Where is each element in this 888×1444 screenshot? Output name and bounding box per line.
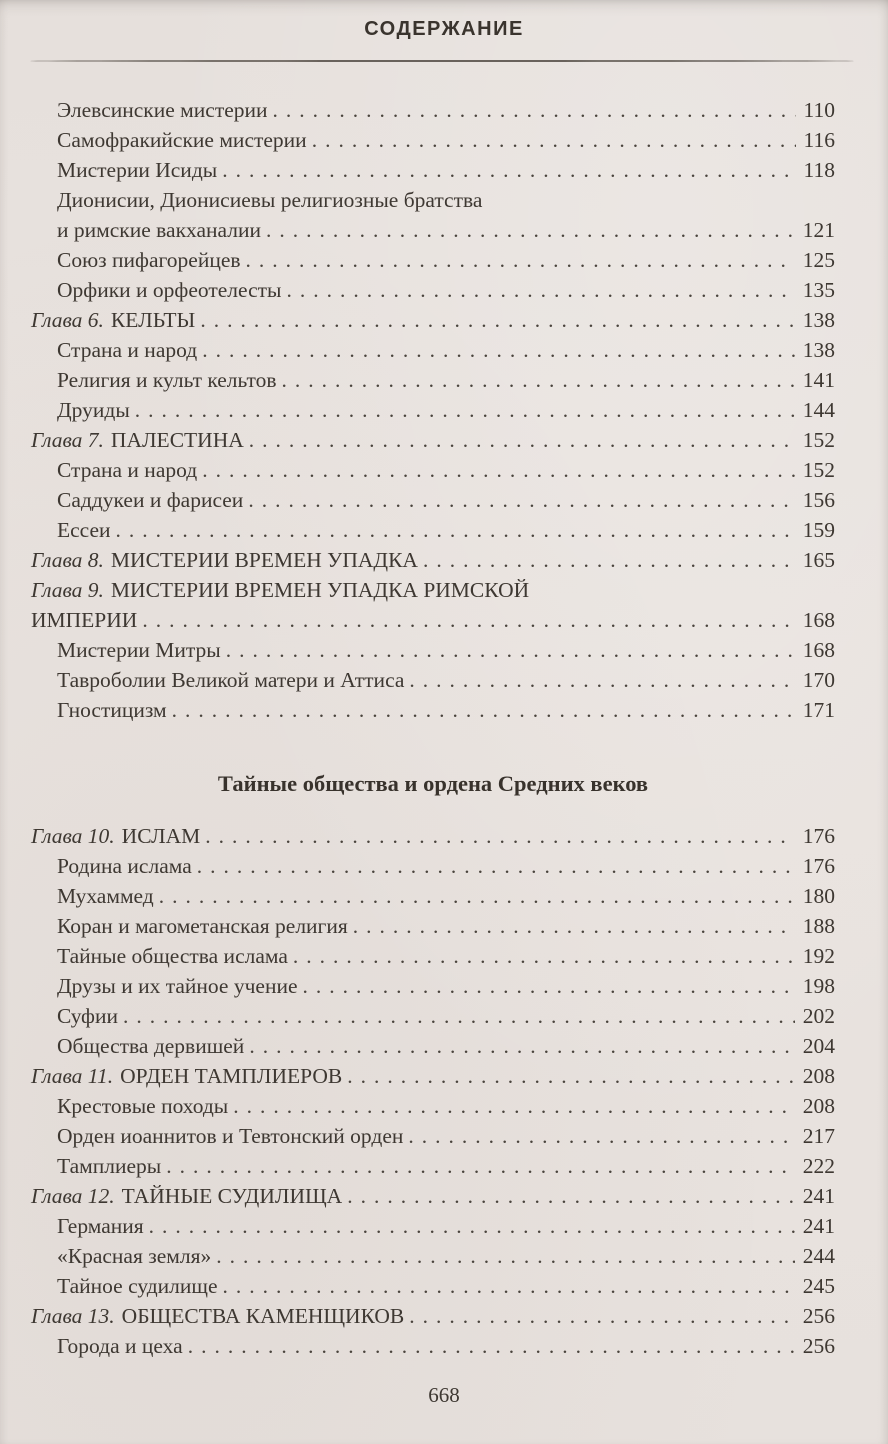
- entry-title: Страна и народ: [57, 458, 198, 482]
- chapter-label: Глава 11.: [31, 1064, 114, 1088]
- dot-leader: [226, 635, 795, 665]
- entry-page-number: 159: [802, 518, 835, 542]
- entry-page-number: 141: [802, 368, 835, 392]
- chapter-title-continued: ИМПЕРИИ: [31, 608, 138, 632]
- entry-title: Тавроболии Великой матери и Аттиса: [57, 668, 405, 692]
- entry-page-number: 241: [802, 1214, 835, 1238]
- entry-page-number: 171: [802, 698, 835, 722]
- chapter-label: Глава 10.: [31, 824, 115, 848]
- toc-entry-sub: [31, 1211, 835, 1241]
- dot-leader: [188, 1331, 795, 1361]
- entry-page-number: 138: [802, 338, 835, 362]
- toc-entry-sub: [31, 185, 835, 215]
- chapter-label: Глава 7.: [31, 428, 104, 452]
- dot-leader: [248, 485, 794, 515]
- dot-leader: [249, 1031, 794, 1061]
- dot-leader: [197, 851, 795, 881]
- toc-entry-chapter: [31, 821, 835, 851]
- dot-leader: [303, 971, 795, 1001]
- chapter-label: Глава 8.: [31, 548, 104, 572]
- toc-entry-sub: [31, 365, 835, 395]
- entry-page-number: 198: [802, 974, 835, 998]
- entry-title: Саддукеи и фарисеи: [57, 488, 244, 512]
- toc-entry-sub: [31, 635, 835, 665]
- toc-entry-sub: [31, 125, 835, 155]
- dot-leader: [149, 1211, 795, 1241]
- entry-title: Орфики и орфеотелесты: [57, 278, 282, 302]
- entry-title: Тайные общества ислама: [57, 944, 288, 968]
- entry-page-number: 241: [802, 1184, 835, 1208]
- entry-page-number: 244: [802, 1244, 835, 1268]
- entry-page-number: 204: [802, 1034, 835, 1058]
- entry-title: Коран и магометанская религия: [57, 914, 348, 938]
- toc-entry-chapter: [31, 425, 835, 455]
- entry-page-number: 110: [803, 98, 835, 122]
- toc-entry-chapter-continuation: [31, 605, 835, 635]
- entry-title: Мистерии Митры: [57, 638, 221, 662]
- entry-page-number: 121: [802, 218, 835, 242]
- dot-leader: [202, 335, 795, 365]
- entry-title: Гностицизм: [57, 698, 167, 722]
- entry-title: Общества дервишей: [57, 1034, 245, 1058]
- header-rule: [30, 60, 854, 62]
- dot-leader: [409, 1301, 794, 1331]
- entry-page-number: 138: [802, 308, 835, 332]
- toc-entry-sub: [31, 245, 835, 275]
- dot-leader: [409, 665, 794, 695]
- dot-leader: [312, 125, 796, 155]
- entry-title: Дионисии, Дионисиевы религиозные братства: [57, 188, 483, 212]
- entry-page-number: 176: [802, 824, 835, 848]
- toc-entry-sub: [31, 275, 835, 305]
- toc-entry-sub-continuation: [31, 215, 835, 245]
- entry-page-number: 135: [802, 278, 835, 302]
- entry-title: Друиды: [57, 398, 130, 422]
- dot-leader: [282, 365, 795, 395]
- dot-leader: [142, 605, 794, 635]
- toc-entry-sub: [31, 395, 835, 425]
- chapter-title: МИСТЕРИИ ВРЕМЕН УПАДКА: [110, 548, 418, 572]
- entry-page-number: 208: [802, 1094, 835, 1118]
- page-header-title: СОДЕРЖАНИЕ: [364, 18, 524, 40]
- entry-title-continued: и римские вакханалии: [57, 218, 261, 242]
- dot-leader: [423, 545, 795, 575]
- entry-page-number: 170: [802, 668, 835, 692]
- dot-leader: [408, 1121, 794, 1151]
- chapter-title: ТАЙНЫЕ СУДИЛИЩА: [121, 1184, 343, 1208]
- toc-entry-sub: [31, 1091, 835, 1121]
- entry-title: Орден иоаннитов и Тевтонский орден: [57, 1124, 404, 1148]
- entry-page-number: 222: [802, 1154, 835, 1178]
- chapter-title: КЕЛЬТЫ: [110, 308, 196, 332]
- toc-entry-chapter: [31, 545, 835, 575]
- entry-page-number: 256: [802, 1304, 835, 1328]
- toc-entry-sub: [31, 455, 835, 485]
- entry-page-number: 176: [802, 854, 835, 878]
- entry-page-number: 118: [803, 158, 835, 182]
- chapter-title: ОРДЕН ТАМПЛИЕРОВ: [120, 1064, 343, 1088]
- dot-leader: [347, 1181, 795, 1211]
- toc-entry-sub: [31, 1031, 835, 1061]
- toc-entry-sub: [31, 971, 835, 1001]
- entry-page-number: 152: [802, 428, 835, 452]
- toc-entry-sub: [31, 695, 835, 725]
- toc-entry-sub: [31, 851, 835, 881]
- entry-title: Мистерии Исиды: [57, 158, 218, 182]
- toc-entry-sub: [31, 911, 835, 941]
- entry-title: Союз пифагорейцев: [57, 248, 241, 272]
- toc-entry-sub: [31, 881, 835, 911]
- dot-leader: [293, 941, 795, 971]
- entry-title: Ессеи: [57, 518, 111, 542]
- toc-entry-sub: [31, 1001, 835, 1031]
- toc-entry-chapter: [31, 1061, 835, 1091]
- dot-leader: [200, 305, 794, 335]
- dot-leader: [135, 395, 795, 425]
- chapter-label: Глава 6.: [31, 308, 104, 332]
- entry-page-number: 156: [802, 488, 835, 512]
- dot-leader: [249, 425, 795, 455]
- entry-title: «Красная земля»: [57, 1244, 212, 1268]
- entry-page-number: 188: [802, 914, 835, 938]
- dot-leader: [159, 881, 795, 911]
- chapter-title: ОБЩЕСТВА КАМЕНЩИКОВ: [121, 1304, 405, 1328]
- dot-leader: [353, 911, 795, 941]
- toc-entry-sub: [31, 1271, 835, 1301]
- chapter-label: Глава 9.: [31, 578, 104, 602]
- dot-leader: [223, 1271, 795, 1301]
- entry-title: Крестовые походы: [57, 1094, 229, 1118]
- entry-page-number: 144: [802, 398, 835, 422]
- dot-leader: [222, 155, 795, 185]
- entry-title: Элевсинские мистерии: [57, 98, 268, 122]
- entry-page-number: 152: [802, 458, 835, 482]
- entry-page-number: 168: [802, 638, 835, 662]
- toc-entry-chapter: [31, 575, 835, 605]
- dot-leader: [205, 821, 795, 851]
- dot-leader: [116, 515, 795, 545]
- chapter-title: ИСЛАМ: [121, 824, 201, 848]
- entry-title: Религия и культ кельтов: [57, 368, 277, 392]
- entry-page-number: 256: [802, 1334, 835, 1358]
- entry-title: Страна и народ: [57, 338, 198, 362]
- chapter-label: Глава 12.: [31, 1184, 115, 1208]
- toc-list: [31, 95, 835, 1361]
- entry-page-number: 180: [802, 884, 835, 908]
- dot-leader: [287, 275, 795, 305]
- chapter-title: МИСТЕРИИ ВРЕМЕН УПАДКА РИМСКОЙ: [110, 578, 530, 602]
- page-number-footer: 668: [428, 1383, 460, 1407]
- toc-entry-sub: [31, 1151, 835, 1181]
- entry-page-number: 116: [803, 128, 835, 152]
- toc-entry-sub: [31, 335, 835, 365]
- dot-leader: [347, 1061, 795, 1091]
- dot-leader: [273, 95, 796, 125]
- entry-page-number: 208: [802, 1064, 835, 1088]
- entry-title: Мухаммед: [57, 884, 154, 908]
- entry-page-number: 165: [802, 548, 835, 572]
- toc-entry-chapter: [31, 305, 835, 335]
- chapter-title: ПАЛЕСТИНА: [110, 428, 244, 452]
- toc-entry-sub: [31, 941, 835, 971]
- entry-title: Германия: [57, 1214, 144, 1238]
- dot-leader: [216, 1241, 795, 1271]
- entry-title: Тайное судилище: [57, 1274, 218, 1298]
- section-heading: Тайные общества и ордена Средних веков: [217, 771, 649, 796]
- dot-leader: [172, 695, 795, 725]
- dot-leader: [123, 1001, 795, 1031]
- entry-page-number: 217: [802, 1124, 835, 1148]
- dot-leader: [233, 1091, 794, 1121]
- toc-entry-sub: [31, 155, 835, 185]
- toc-entry-sub: [31, 95, 835, 125]
- toc-entry-sub: [31, 485, 835, 515]
- dot-leader: [166, 1151, 795, 1181]
- toc-entry-sub: [31, 1121, 835, 1151]
- entry-page-number: 245: [802, 1274, 835, 1298]
- dot-leader: [246, 245, 795, 275]
- dot-leader: [266, 215, 795, 245]
- entry-page-number: 202: [802, 1004, 835, 1028]
- entry-title: Суфии: [57, 1004, 118, 1028]
- toc-entry-sub: [31, 665, 835, 695]
- toc-entry-sub: [31, 1241, 835, 1271]
- chapter-label: Глава 13.: [31, 1304, 115, 1328]
- entry-page-number: 125: [802, 248, 835, 272]
- toc-entry-chapter: [31, 1181, 835, 1211]
- entry-title: Города и цеха: [57, 1334, 183, 1358]
- toc-entry-sub: [31, 515, 835, 545]
- entry-title: Самофракийские мистерии: [57, 128, 307, 152]
- toc-entry-sub: [31, 1331, 835, 1361]
- entry-title: Родина ислама: [57, 854, 192, 878]
- entry-page-number: 192: [802, 944, 835, 968]
- entry-page-number: 168: [802, 608, 835, 632]
- entry-title: Тамплиеры: [57, 1154, 162, 1178]
- entry-title: Друзы и их тайное учение: [57, 974, 298, 998]
- dot-leader: [202, 455, 795, 485]
- toc-entry-chapter: [31, 1301, 835, 1331]
